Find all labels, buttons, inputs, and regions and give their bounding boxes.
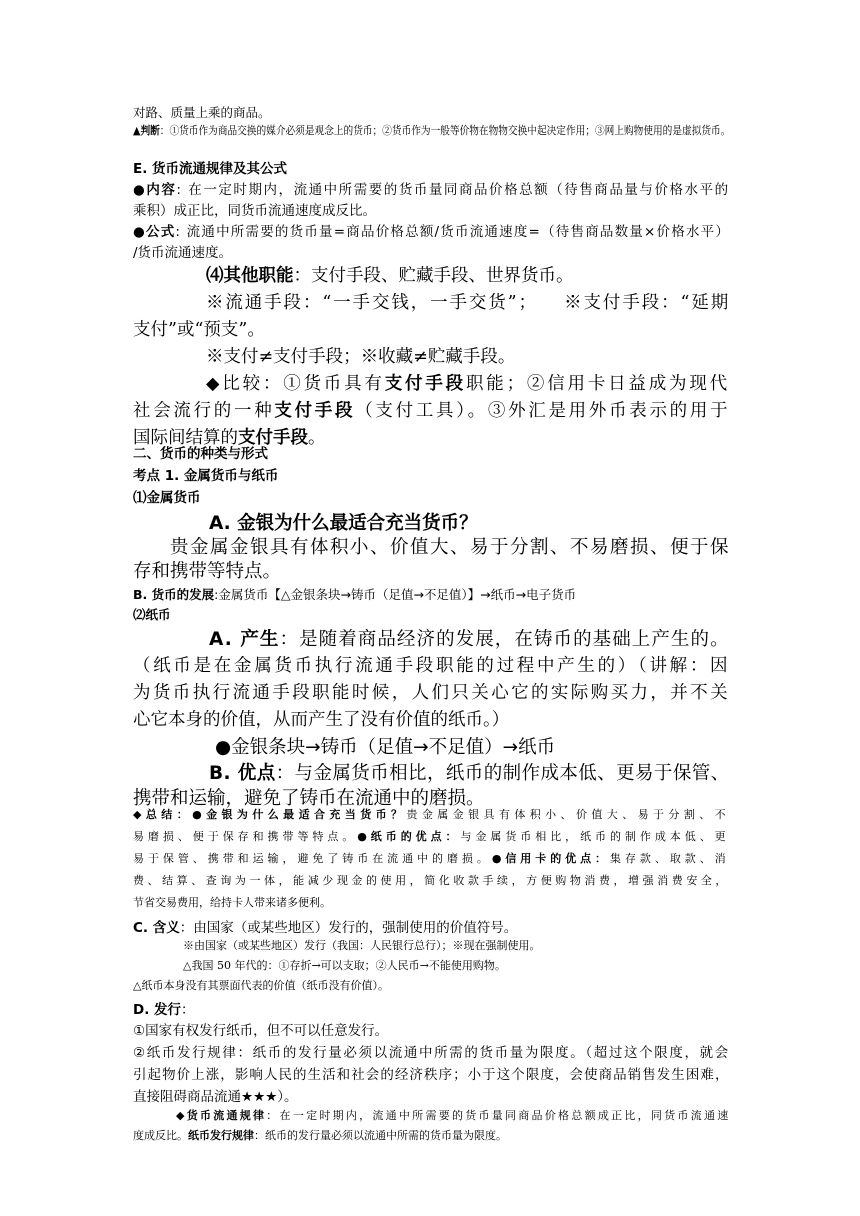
bold-text: ⑵纸币 [133, 607, 171, 622]
bold-text: ◆货币流通规律 [176, 1109, 267, 1122]
bold-text: ⑴金属货币 [133, 490, 201, 506]
text-run: 引起物价上涨，影响人民的生活和社会的经济秩序；小于这个限度，会使商品销售发生困难， [133, 1067, 730, 1083]
bold-text: ●纸币的优点： [357, 830, 461, 843]
text-line [133, 977, 389, 993]
text-line [133, 1041, 730, 1061]
text-run: 易于保管、携带和运输，避免了铸币在流通中的磨损。 [133, 852, 492, 865]
text-run: ●金银条块→铸币（足值→不足值）→纸币 [215, 737, 556, 758]
text-run: ：由国家（或某些地区）发行的，强制使用的价值符号。 [179, 920, 518, 936]
bold-text: 纸币发行规律 [188, 1129, 254, 1142]
text-line [209, 509, 478, 535]
text-run: 国际间结算的 [133, 428, 238, 448]
text-run: :金属货币【△金银条块→铸币（足值→不足值）】→纸币→电子货币 [214, 587, 577, 602]
text-run: ：是随着商品经济的发展，在铸币的基础上产生的。 [279, 629, 730, 650]
text-line [209, 759, 730, 785]
text-run: 贵金属金银具有体积小、价值大、易于分割、不 [406, 808, 731, 821]
text-run: ： [181, 1002, 195, 1018]
bold-text: 支付手段 [384, 374, 466, 394]
text-run: ：纸币的发行量必须以流通中所需的货币量为限度。 [254, 1129, 507, 1142]
text-line [133, 178, 730, 198]
text-run: 职能；②信用卡日益成为现代 [465, 374, 730, 394]
bold-text: A. 金银为什么最适合充当货币？ [209, 513, 478, 534]
text-run: △纸币本身没有其票面代表的价值（纸币没有价值）。 [133, 979, 389, 992]
text-run: 。 [308, 428, 326, 448]
text-run: 社会流行的一种 [133, 401, 275, 421]
text-line [133, 706, 509, 731]
text-line [133, 397, 730, 422]
text-run: ：①货币作为商品交换的媒介必须是观念上的货币；②货币作为一般等价物在物物交换中起决定作用；③网上购物使用的是虚拟货币。 [159, 124, 731, 137]
text-line [206, 343, 515, 368]
text-line [133, 1085, 298, 1105]
text-line [133, 605, 171, 623]
bold-text: B. 货币的发展 [133, 587, 215, 602]
text-line [209, 625, 730, 651]
text-line [133, 894, 331, 910]
text-run: ※由国家（或某些地区）发行（我国：人民银行总行）；※现在强制使用。 [183, 939, 541, 952]
text-line [215, 733, 555, 759]
text-run: 贵金属金银具有体积小、价值大、易于分割、不易磨损、便于保 [170, 537, 731, 558]
text-line [133, 1127, 507, 1143]
text-line [133, 157, 287, 177]
bold-text: ●公式 [133, 224, 176, 240]
text-line [133, 806, 730, 822]
text-run: 携带和运输，避免了铸币在流通中的磨损。 [133, 788, 485, 809]
text-run: ：与金属货币相比，纸币的制作成本低、更易于保管、 [275, 763, 730, 784]
text-line [133, 122, 730, 138]
bold-text: ●内容 [133, 182, 177, 198]
text-line [133, 872, 730, 888]
text-line [183, 937, 541, 953]
text-run: 易磨损、便于保存和携带等特点。 [133, 830, 358, 843]
text-line [133, 442, 268, 462]
text-line [133, 585, 576, 603]
bold-text: B. 优点 [209, 763, 276, 784]
text-run: 心它本身的价值，从而产生了没有价值的纸币。） [133, 710, 510, 730]
text-run: ※支付≠支付手段；※收藏≠贮藏手段。 [206, 347, 516, 367]
text-run: △我国 50 年代的：①存折→可以支取；②人民币→不能使用购物。 [183, 959, 506, 972]
text-line [133, 652, 730, 677]
text-line [133, 464, 278, 484]
bold-text: ●金银为什么最适合充当货币？ [192, 808, 407, 821]
bold-text: A. 产生 [209, 629, 280, 650]
text-run: ：在一定时期内，流通中所需要的货币量同商品价格总额成正比，同货币流通速 [266, 1109, 731, 1122]
bold-text: 二、货币的种类与形式 [133, 446, 268, 462]
bold-text: C. 含义 [133, 920, 180, 936]
text-line [133, 241, 232, 261]
text-run: （支付工具）。③外汇是用外币表示的用于 [355, 401, 731, 421]
text-run: ◆比较：①货币具有 [206, 374, 385, 394]
text-line [133, 486, 201, 506]
bold-text: D. 发行 [133, 1002, 182, 1018]
text-line [133, 828, 730, 844]
text-line [133, 998, 195, 1018]
bold-text: ▲判断 [133, 124, 160, 137]
text-line [133, 916, 517, 936]
text-run: /货币流通速度。 [133, 245, 233, 261]
text-run: 乘积）成正比，同货币流通速度成反比。 [133, 203, 376, 219]
bold-text: 考点 1. 金属货币与纸币 [133, 468, 279, 484]
text-line [133, 1063, 730, 1083]
text-run: 费、结算、查询为一体，能减少现金的使用，简化收款手续，方便购物消费，增强消费安全， [133, 874, 730, 887]
bold-text: E. 货币流通规律及其公式 [133, 161, 288, 177]
text-run: 度成反比。 [133, 1129, 188, 1142]
bold-text: ⑷其他职能 [206, 266, 294, 286]
text-run: 为货币执行流通手段职能时候，人们只关心它的实际购买力，并不关 [133, 683, 730, 703]
text-run: 集存款、取款、消 [610, 852, 730, 865]
text-run: ①国家有权发行纸币，但不可以任意发行。 [133, 1023, 389, 1039]
text-line [133, 1019, 388, 1039]
text-line [206, 262, 574, 287]
bold-text: 支付手段 [238, 428, 308, 448]
text-line [133, 316, 265, 341]
text-run: 对路、质量上乘的商品。 [133, 105, 271, 120]
text-line [183, 957, 506, 973]
bold-text: ◆总结： [133, 808, 193, 821]
text-run: （纸币是在金属货币执行流通手段职能的过程中产生的）（讲解：因 [133, 656, 731, 676]
text-line [133, 103, 271, 121]
text-run: 节省交易费用，给持卡人带来诸多便利。 [133, 896, 331, 909]
text-run: 支付”或“预支”。 [133, 320, 265, 340]
text-run: ※支付手段：“延期 [564, 293, 731, 313]
text-line [170, 533, 730, 559]
text-run: 与金属货币相比，纸币的制作成本低、更 [460, 830, 730, 843]
text-run: ※流通手段：“一手交钱，一手交货”； [206, 293, 538, 313]
text-run: : 在一定时期内，流通中所需要的货币量同商品价格总额（待售商品量与价格水平的 [176, 182, 730, 198]
text-run: ：支付手段、贮藏手段、世界货币。 [293, 266, 574, 286]
text-line [206, 289, 730, 314]
text-line [133, 199, 376, 219]
text-line [133, 557, 281, 583]
text-run: 直接阻碍商品流通★★★）。 [133, 1089, 298, 1105]
text-run: : 流通中所需要的货币量=商品价格总额/货币流通速度=（待售商品数量×价格水平） [175, 224, 731, 240]
text-line [206, 370, 730, 395]
bold-text: 支付手段 [274, 401, 356, 421]
text-run: ②纸币发行规律：纸币的发行量必须以流通中所需的货币量为限度。（超过这个限度，就会 [133, 1045, 730, 1061]
bold-text: ●信用卡的优点： [491, 852, 611, 865]
text-line [133, 850, 730, 866]
text-line [133, 220, 730, 240]
text-line [176, 1107, 730, 1123]
text-line [133, 679, 730, 704]
text-run: 存和携带等特点。 [133, 561, 282, 582]
